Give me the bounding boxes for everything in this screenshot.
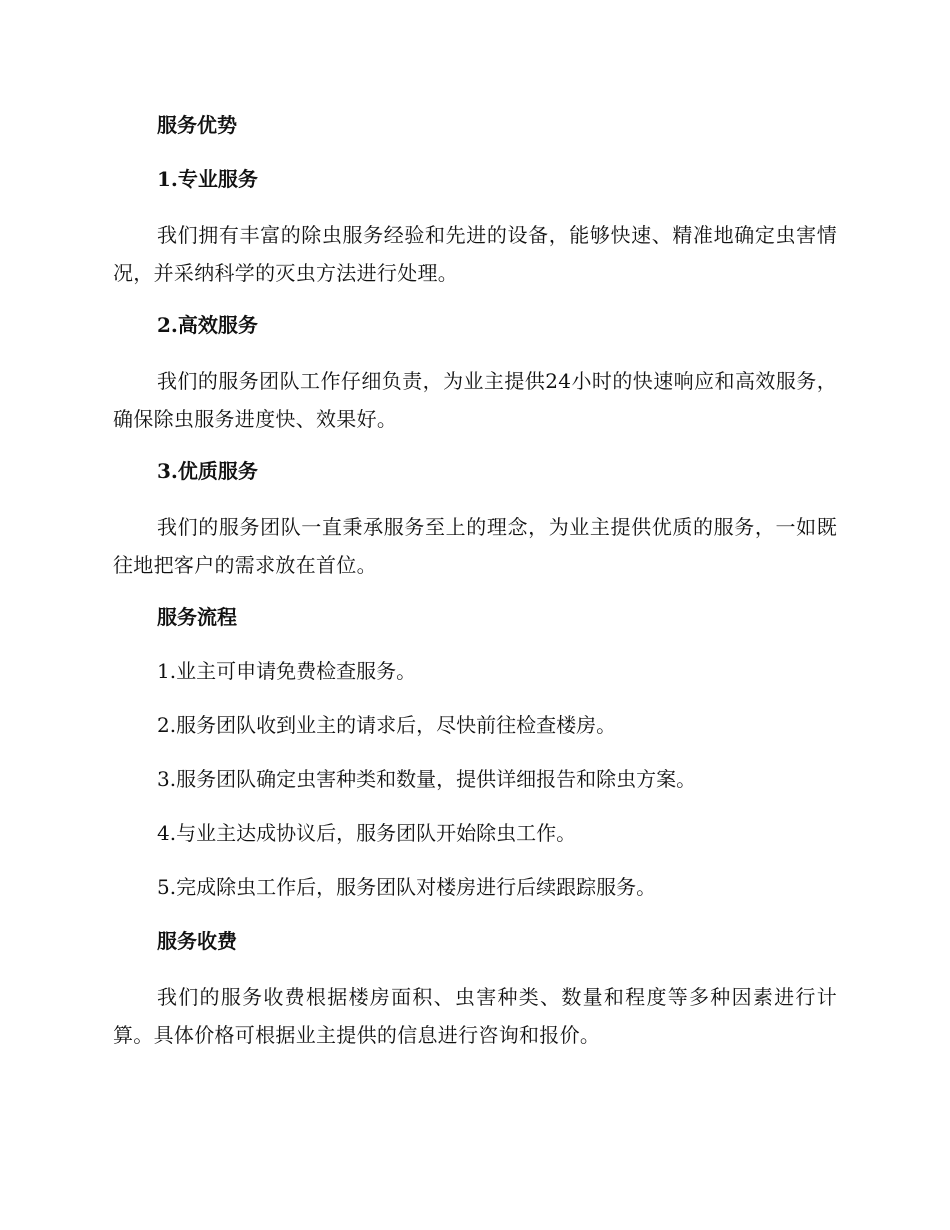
advantage-heading-professional: 1.专业服务 (157, 167, 258, 191)
document-page (113, 108, 837, 1070)
advantage-body-efficient: 我们的服务团队工作仔细负责，为业主提供24小时的快速响应和高效服务，确保除虫服务进度快、效果好。 (113, 369, 837, 431)
process-step-1: 1.业主可申请免费检查服务。 (157, 659, 417, 683)
advantage-heading-efficient: 2.高效服务 (157, 313, 258, 337)
section-title-process: 服务流程 (157, 605, 237, 629)
section-title-advantages: 服务优势 (157, 113, 237, 137)
process-step-4: 4.与业主达成协议后，服务团队开始除虫工作。 (157, 821, 577, 845)
advantage-body-professional: 我们拥有丰富的除虫服务经验和先进的设备，能够快速、精准地确定虫害情况，并采纳科学的灭虫方法进行处理。 (113, 223, 837, 285)
process-step-5: 5.完成除虫工作后，服务团队对楼房进行后续跟踪服务。 (157, 875, 657, 899)
process-step-3: 3.服务团队确定虫害种类和数量，提供详细报告和除虫方案。 (157, 767, 697, 791)
process-step-2: 2.服务团队收到业主的请求后，尽快前往检查楼房。 (157, 713, 617, 737)
advantage-body-quality: 我们的服务团队一直秉承服务至上的理念，为业主提供优质的服务，一如既往地把客户的需求放在首位。 (113, 515, 837, 577)
section-title-fees: 服务收费 (157, 929, 237, 953)
fees-body: 我们的服务收费根据楼房面积、虫害种类、数量和程度等多种因素进行计算。具体价格可根据业主提供的信息进行咨询和报价。 (113, 985, 837, 1047)
advantage-heading-quality: 3.优质服务 (157, 459, 258, 483)
